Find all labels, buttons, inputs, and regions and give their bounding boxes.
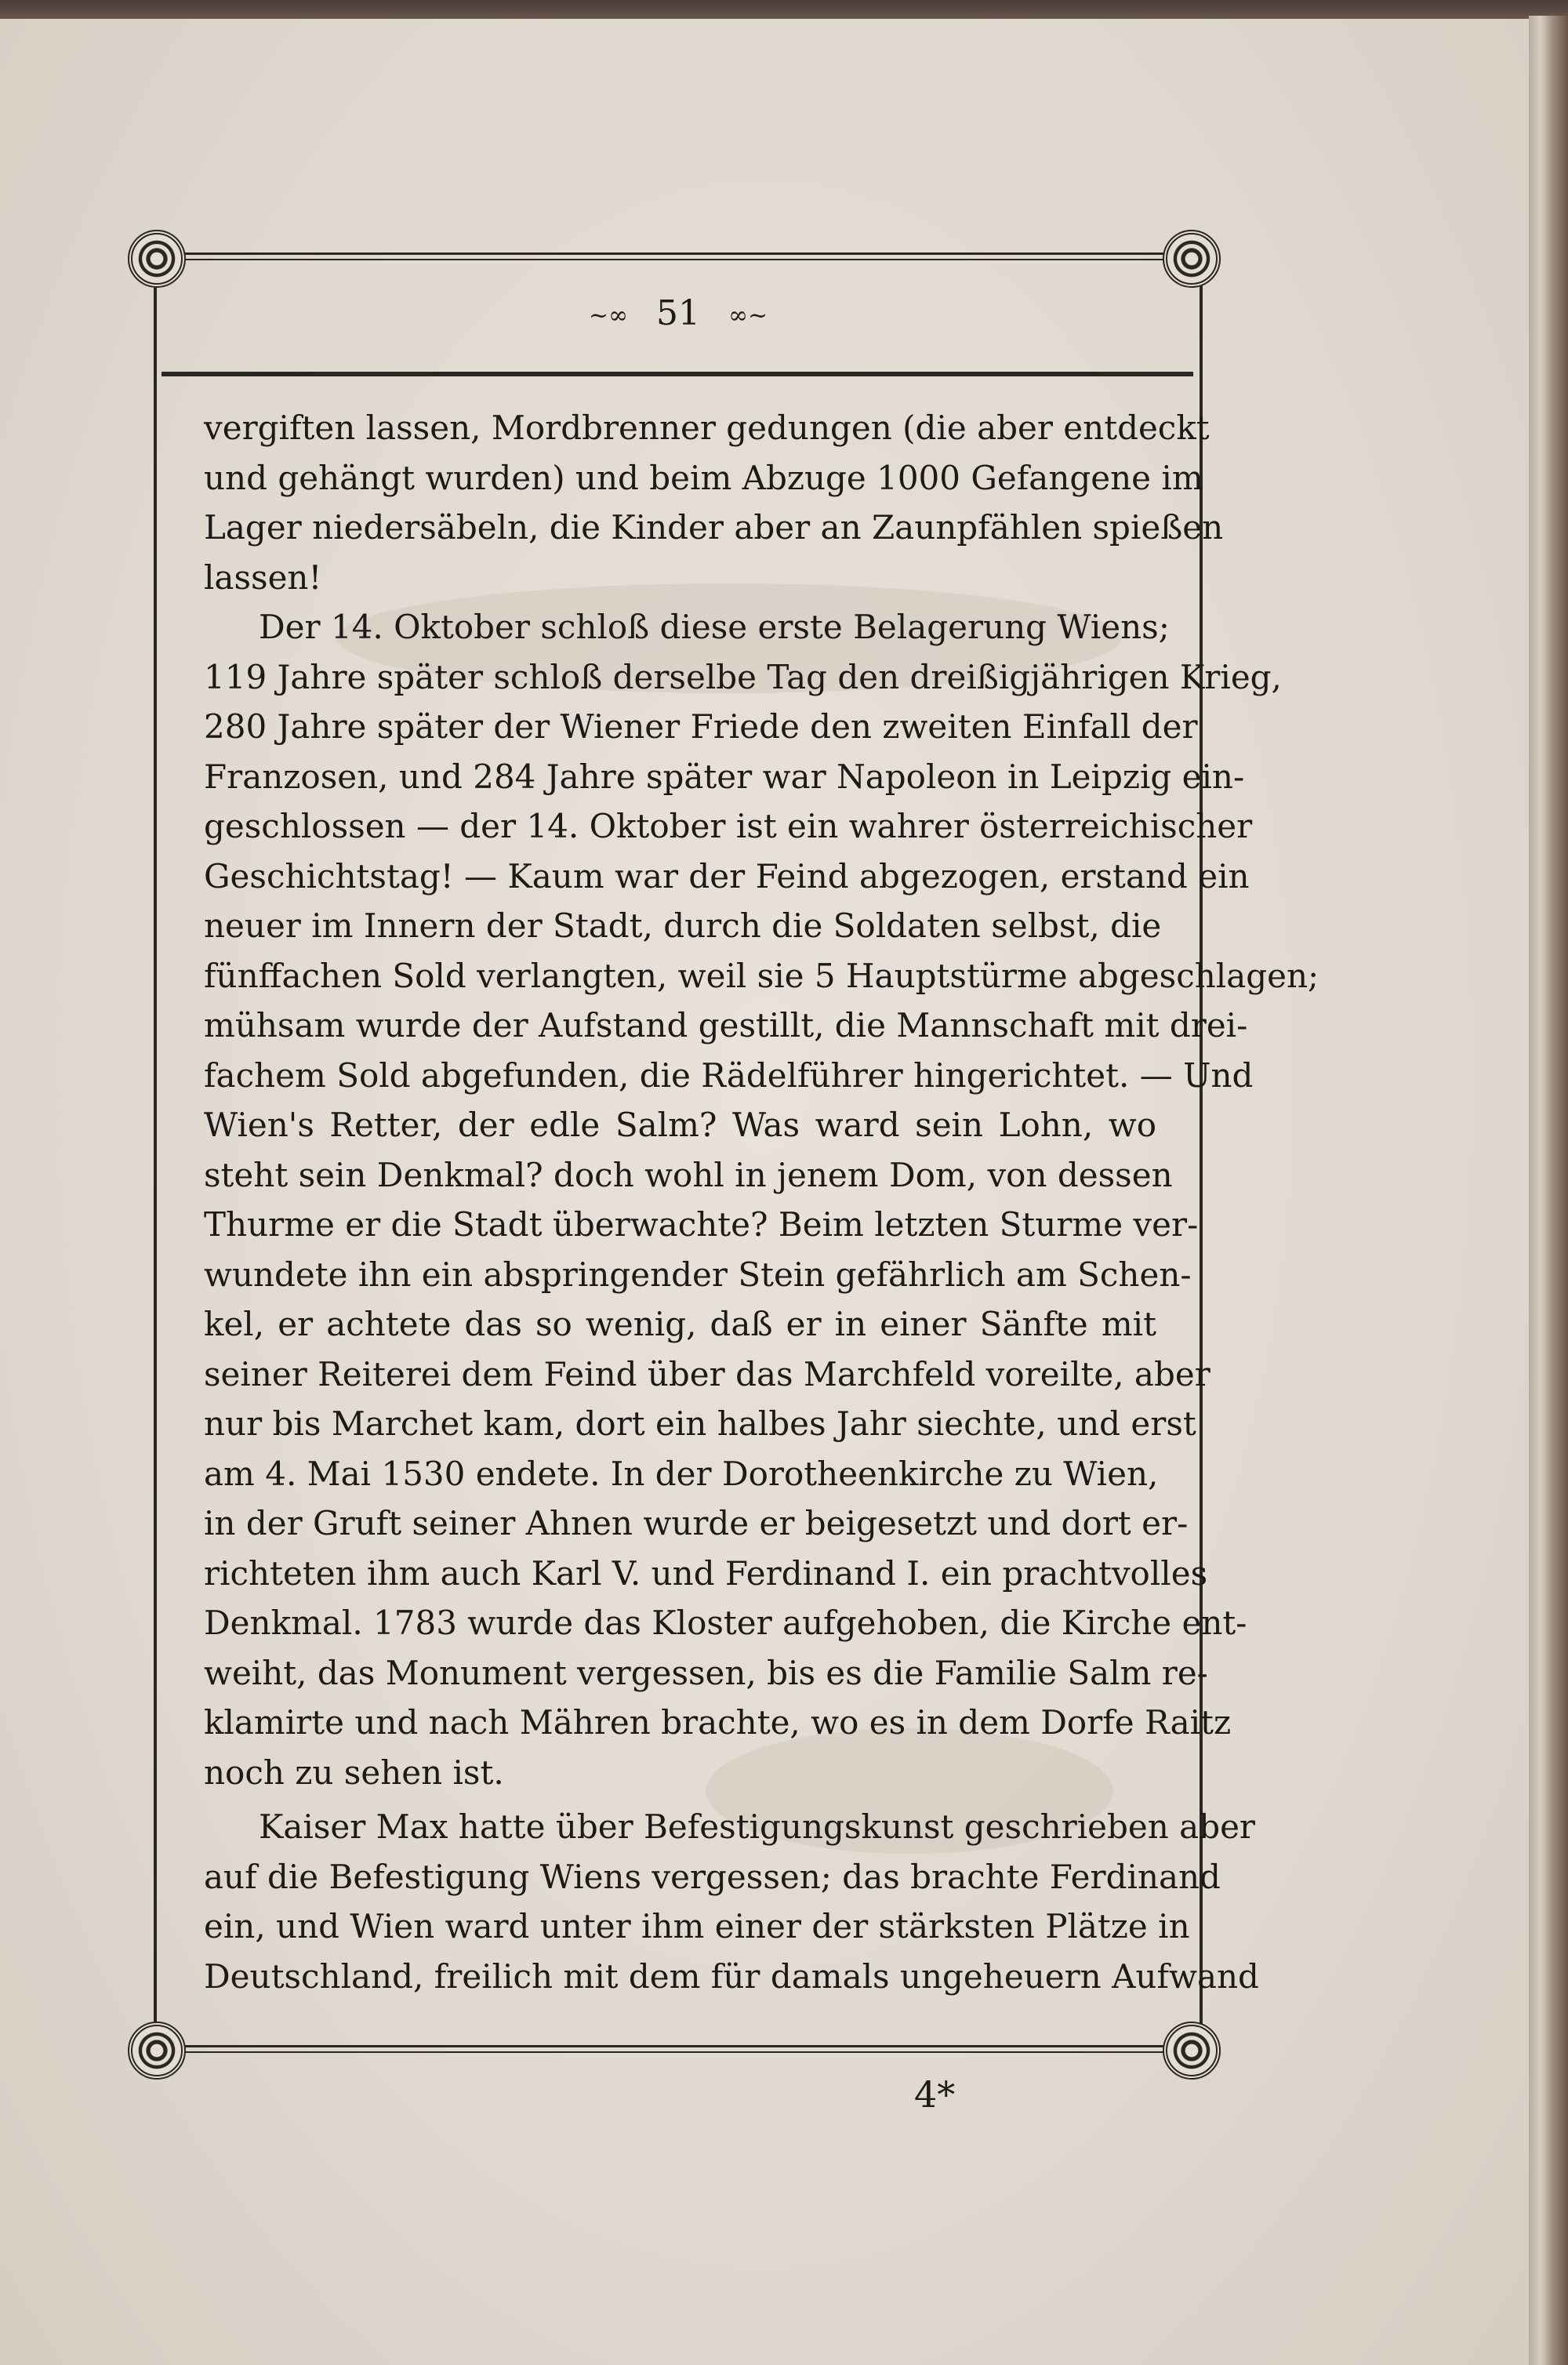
header-rule [162, 372, 1193, 376]
text-line: Kaiser Max hatte über Befestigungskunst geschrieben aber [259, 1807, 1256, 1846]
right-flourish-icon: ∞~ [728, 302, 768, 329]
text-line: Deutschland, freilich mit dem für damals ungeheuern Aufwand [204, 1956, 1259, 1996]
text-line: Geschichtstag! — Kaum war der Feind abgezogen, erstand ein [204, 856, 1250, 896]
corner-ornament-bottom-left [128, 2022, 186, 2080]
text-line: mühsam wurde der Aufstand gestillt, die Mannschaft mit drei- [204, 1006, 1248, 1044]
text-line: fünffachen Sold verlangten, weil sie 5 Hauptstürme abgeschlagen; [204, 956, 1319, 995]
text-line: Denkmal. 1783 wurde das Kloster aufgehoben, die Kirche ent- [204, 1604, 1247, 1642]
page-edge [1529, 16, 1568, 2365]
text-line: ein, und Wien ward unter ihm einer der stärksten Plätze in [204, 1907, 1190, 1945]
left-flourish-icon: ~∞ [588, 302, 628, 329]
text-line: 119 Jahre später schloß derselbe Tag den dreißigjährigen Krieg, [204, 657, 1282, 696]
text-line: in der Gruft seiner Ahnen wurde er beigesetzt und dort er- [204, 1504, 1189, 1542]
text-line: Thurme er die Stadt überwachte? Beim letzten Sturme ver- [204, 1205, 1199, 1244]
corner-ornament-top-right [1163, 230, 1221, 288]
text-line: Der 14. Oktober schloß diese erste Belagerung Wiens; [259, 608, 1170, 646]
text-line: noch zu sehen ist. [204, 1753, 504, 1792]
text-line: lassen! [204, 558, 322, 597]
text-line: wundete ihn ein abspringender Stein gefährlich am Schen- [204, 1255, 1192, 1294]
text-line: geschlossen — der 14. Oktober ist ein wahrer österreichischer [204, 807, 1253, 845]
text-line: fachem Sold abgefunden, die Rädelführer hingerichtet. — Und [204, 1055, 1254, 1095]
page-number: 51 [656, 293, 700, 333]
page-header [154, 293, 1203, 333]
text-line: steht sein Denkmal? doch wohl in jenem Dom, von dessen [204, 1155, 1173, 1194]
text-line: 280 Jahre später der Wiener Friede den zweiten Einfall der [204, 707, 1198, 746]
paragraph [204, 403, 1224, 602]
paragraph [204, 1802, 1259, 2001]
paragraph [204, 602, 1319, 1797]
text-line: vergiften lassen, Mordbrenner gedungen (die aber entdeckt [204, 409, 1210, 447]
corner-ornament-bottom-right [1163, 2022, 1221, 2080]
text-line: nur bis Marchet kam, dort ein halbes Jahr siechte, und erst [204, 1404, 1196, 1443]
text-line: seiner Reiterei dem Feind über das Marchfeld voreilte, aber [204, 1354, 1210, 1393]
text-line: Lager niedersäbeln, die Kinder aber an Zaunpfählen spießen [204, 508, 1224, 547]
frame-top-rule [185, 252, 1170, 255]
text-line: richteten ihm auch Karl V. und Ferdinand I. ein prachtvolles [204, 1553, 1208, 1593]
body-text [204, 403, 1319, 2001]
text-line: klamirte und nach Mähren brachte, wo es in dem Dorfe Raitz [204, 1703, 1232, 1742]
frame-bottom-rule [185, 2045, 1170, 2047]
frame-top-rule-inner [185, 259, 1170, 260]
text-line: Wien's Retter, der edle Salm? Was ward sein Lohn, wo [204, 1106, 1156, 1144]
text-line: und gehängt wurden) und beim Abzuge 1000 Gefangene im [204, 458, 1203, 497]
frame-bottom-rule-inner [185, 2051, 1170, 2053]
text-line: am 4. Mai 1530 endete. In der Dorotheenkirche zu Wien, [204, 1454, 1159, 1493]
corner-ornament-top-left [128, 230, 186, 288]
text-line: weiht, das Monument vergessen, bis es die Familie Salm re- [204, 1653, 1208, 1692]
text-line: kel, er achtete das so wenig, daß er in einer Sänfte mit [204, 1305, 1156, 1343]
text-line: neuer im Innern der Stadt, durch die Soldaten selbst, die [204, 906, 1162, 945]
signature-mark: 4* [914, 2073, 956, 2116]
text-line: Franzosen, und 284 Jahre später war Napoleon in Leipzig ein- [204, 757, 1245, 796]
text-line: auf die Befestigung Wiens vergessen; das brachte Ferdinand [204, 1857, 1221, 1896]
